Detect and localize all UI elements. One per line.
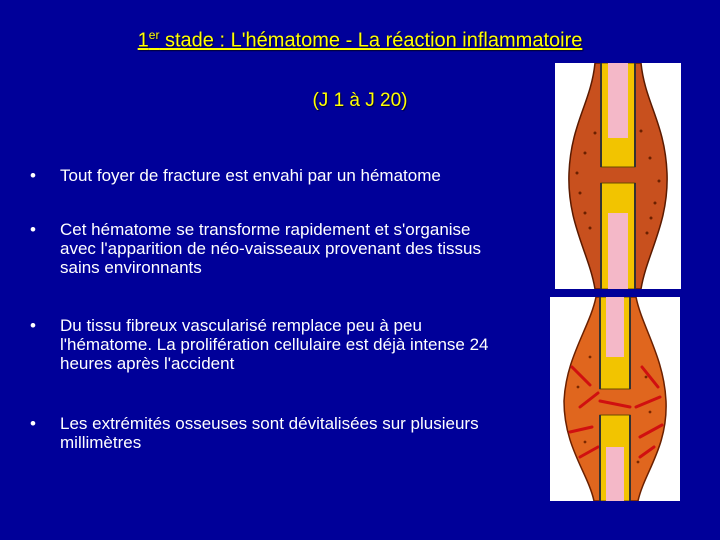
hematoma-illustration — [555, 63, 681, 289]
bullet-text: Tout foyer de fracture est envahi par un hématome — [60, 166, 441, 185]
bullet-icon: • — [30, 166, 36, 185]
bullet-text: Du tissu fibreux vascularisé remplace peu à peu l'hématome. La prolifération cellulaire est déjà intense 24 heures après l'accident — [60, 316, 489, 373]
bullet-icon: • — [30, 220, 36, 239]
slide-title: 1er stade : L'hématome - La réaction inflammatoire — [137, 28, 583, 52]
bullet-icon: • — [30, 316, 36, 335]
slide-subtitle: (J 1 à J 20) — [312, 90, 408, 111]
bullet-text: Les extrémités osseuses sont dévitalisées sur plusieurs millimètres — [60, 414, 479, 452]
bullet-icon: • — [30, 414, 36, 433]
bullet-text: Cet hématome se transforme rapidement et s'organise avec l'apparition de néo-vaisseaux provenant des tissus sains environnants — [60, 220, 481, 277]
fibrous-tissue-illustration — [550, 297, 680, 501]
